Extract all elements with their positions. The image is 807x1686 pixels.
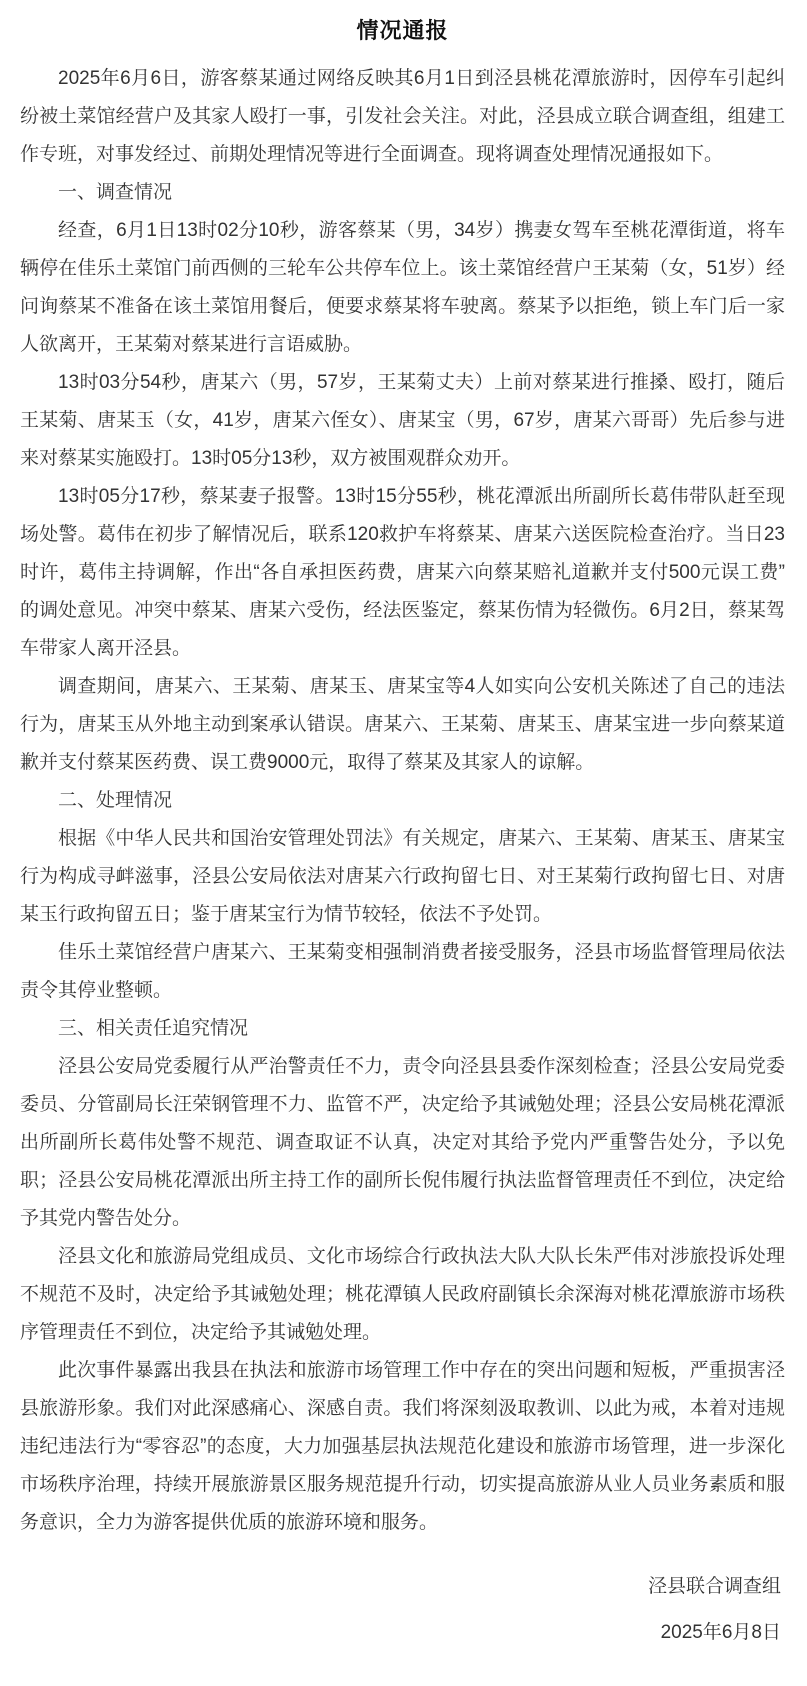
paragraph-closing-statement: 此次事件暴露出我县在执法和旅游市场管理工作中存在的突出问题和短板，严重损害泾县旅游形象。我们对此深感痛心、深感自责。我们将深刻汲取教训、以此为戒，本着对违规违纪违法行为“零容忍”的态度，大力加强基层执法规范化建设和旅游市场管理，进一步深化市场秩序治理，持续开展旅游景区服务规范提升行动，切实提高旅游从业人员业务素质和服务意识，全力为游客提供优质的旅游环境和服务。 <box>20 1360 785 1533</box>
notice-title: 情况通报 <box>356 18 449 43</box>
paragraph-restaurant-suspension: 佳乐土菜馆经营户唐某六、王某菊变相强制消费者接受服务，泾县市场监督管理局依法责令其停业整顿。 <box>20 942 785 1001</box>
section-heading-handling: 二、处理情况 <box>58 790 173 811</box>
signature-block <box>20 1564 785 1656</box>
paragraph-police-accountability: 泾县公安局党委履行从严治警责任不力，责令向泾县县委作深刻检查；泾县公安局党委委员、分管副局长汪荣钢管理不力、监管不严，决定给予其诫勉处理；泾县公安局桃花潭派出所副所长葛伟处警不规范、调查取证不认真，决定对其给予党内严重警告处分，予以免职；泾县公安局桃花潭派出所主持工作的副所长倪伟履行执法监督管理责任不到位，决定给予其党内警告处分。 <box>20 1056 785 1229</box>
paragraph-intro: 2025年6月6日，游客蔡某通过网络反映其6月1日到泾县桃花潭旅游时，因停车引起纠纷被土菜馆经营户及其家人殴打一事，引发社会关注。对此，泾县成立联合调查组，组建工作专班，对事发经过、前期处理情况等进行全面调查。现将调查处理情况通报如下。 <box>20 68 785 165</box>
paragraph-police-response: 13时05分17秒，蔡某妻子报警。13时15分55秒，桃花潭派出所副所长葛伟带队赶至现场处警。葛伟在初步了解情况后，联系120救护车将蔡某、唐某六送医院检查治疗。当日23时许，葛伟主持调解，作出“各自承担医药费，唐某六向蔡某赔礼道歉并支付500元误工费”的调处意见。冲突中蔡某、唐某六受伤，经法医鉴定，蔡某伤情为轻微伤。6月2日，蔡某驾车带家人离开泾县。 <box>20 486 785 659</box>
section-heading-investigation: 一、调查情况 <box>58 182 173 203</box>
section-heading-accountability: 三、相关责任追究情况 <box>58 1018 249 1039</box>
paragraph-detention-penalties: 根据《中华人民共和国治安管理处罚法》有关规定，唐某六、王某菊、唐某玉、唐某宝行为构成寻衅滋事，泾县公安局依法对唐某六行政拘留七日、对王某菊行政拘留七日、对唐某玉行政拘留五日；鉴于唐某宝行为情节较轻，依法不予处罚。 <box>20 828 785 925</box>
paragraph-confession-compensation: 调查期间，唐某六、王某菊、唐某玉、唐某宝等4人如实向公安机关陈述了自己的违法行为，唐某玉从外地主动到案承认错误。唐某六、王某菊、唐某玉、唐某宝进一步向蔡某道歉并支付蔡某医药费、误工费9000元，取得了蔡某及其家人的谅解。 <box>20 676 785 773</box>
signature-date: 2025年6月8日 <box>660 1622 781 1643</box>
paragraph-assault: 13时03分54秒，唐某六（男，57岁，王某菊丈夫）上前对蔡某进行推搡、殴打，随后王某菊、唐某玉（女，41岁，唐某六侄女）、唐某宝（男，67岁，唐某六哥哥）先后参与进来对蔡某实施殴打。13时05分13秒，双方被围观群众劝开。 <box>20 372 785 469</box>
signature-organization: 泾县联合调查组 <box>647 1576 781 1597</box>
paragraph-parking-dispute: 经查，6月1日13时02分10秒，游客蔡某（男，34岁）携妻女驾车至桃花潭街道，将车辆停在佳乐土菜馆门前西侧的三轮车公共停车位上。该土菜馆经营户王某菊（女，51岁）经问询蔡某不准备在该土菜馆用餐后，便要求蔡某将车驶离。蔡某予以拒绝，锁上车门后一家人欲离开，王某菊对蔡某进行言语威胁。 <box>20 220 785 355</box>
paragraph-tourism-officials-accountability: 泾县文化和旅游局党组成员、文化市场综合行政执法大队大队长朱严伟对涉旅投诉处理不规范不及时，决定给予其诫勉处理；桃花潭镇人民政府副镇长余深海对桃花潭旅游市场秩序管理责任不到位，决定给予其诫勉处理。 <box>20 1246 785 1343</box>
